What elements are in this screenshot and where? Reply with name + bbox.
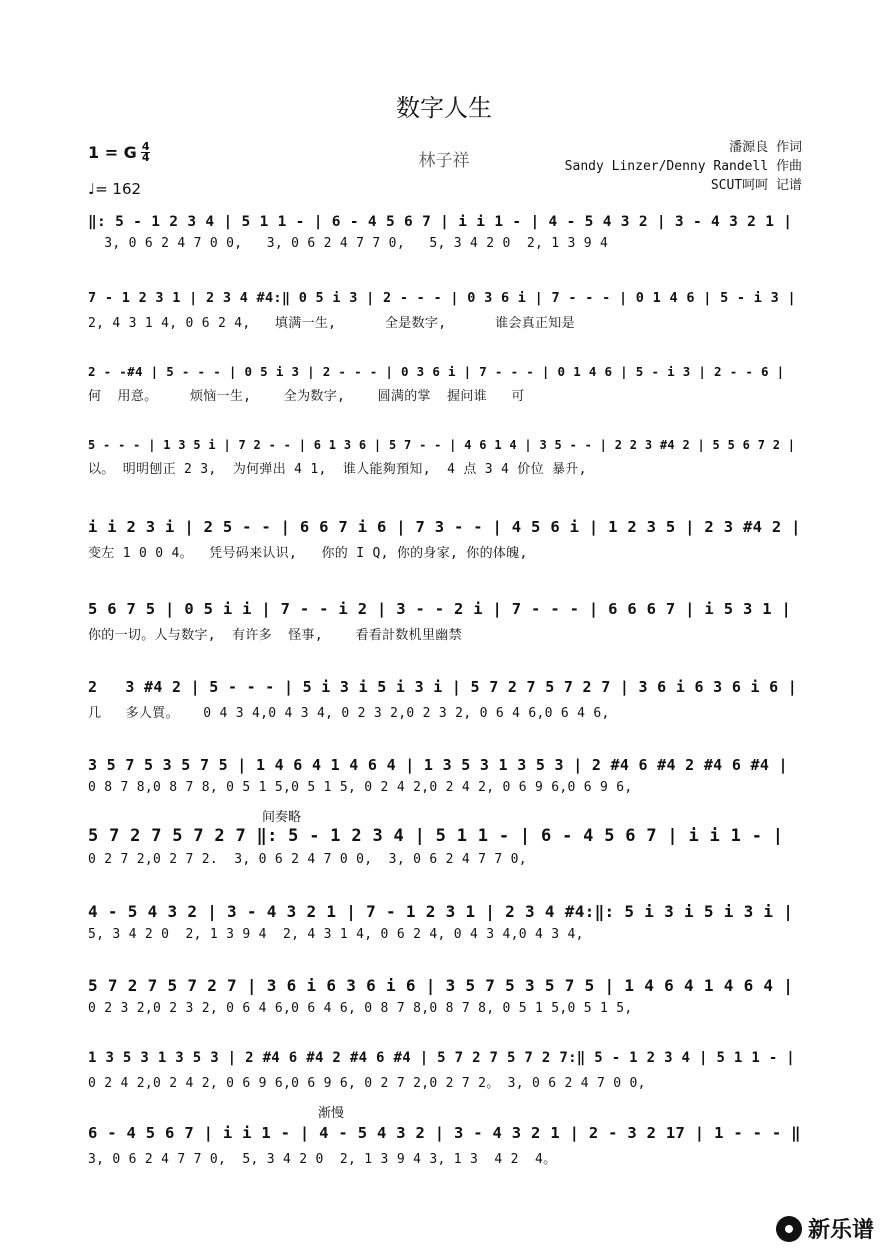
score-system	[88, 600, 808, 643]
lyric-line: 3, 0 6 2 4 7 0 0, 3, 0 6 2 4 7 7 0, 5, 3 4 2 0 2, 1 3 9 4	[88, 236, 609, 251]
lyric-line: 0 2 7 2,0 2 7 2. 3, 0 6 2 4 7 0 0, 3, 0 6 2 4 7 7 0,	[88, 852, 527, 867]
score-system	[88, 518, 808, 561]
time-signature-top: 4	[141, 140, 150, 153]
lyric-line: 变左 1 0 0 4。 凭号码来认识, 你的 I Q, 你的身家, 你的体魄,	[88, 546, 528, 561]
score-system	[88, 1050, 808, 1091]
notation-line: 7 - 1 2 3 1 | 2 3 4 #4:‖ 0 5 i 3 | 2 - - - | 0 3 6 i | 7 - - - | 0 1 4 6 | 5 - i 3 |	[88, 290, 796, 306]
key-label: 1 = G	[88, 143, 137, 162]
notation-line: 1 3 5 3 1 3 5 3 | 2 #4 6 #4 2 #4 6 #4 | 5 7 2 7 5 7 2 7:‖ 5 - 1 2 3 4 | 5 1 1 - |	[88, 1050, 796, 1066]
lyric-line: 以。 明明刨正 2 3, 为何弹出 4 1, 谁人能夠預知, 4 点 3 4 价位 暴升,	[88, 462, 587, 477]
notation-line: 2 3 #4 2 | 5 - - - | 5 i 3 i 5 i 3 i | 5 7 2 7 5 7 2 7 | 3 6 i 6 3 6 i 6 |	[88, 678, 798, 696]
notation-line: 2 - -#4 | 5 - - - | 0 5 i 3 | 2 - - - | 0 3 6 i | 7 - - - | 0 1 4 6 | 5 - i 3 | 2 - - 6 |	[88, 364, 785, 379]
song-title: 数字人生	[396, 94, 492, 122]
composer-credit: Sandy Linzer/Denny Randell 作曲	[564, 159, 802, 174]
lyricist-credit: 潘源良 作词	[729, 140, 802, 155]
notation-line: 3 5 7 5 3 5 7 5 | 1 4 6 4 1 4 6 4 | 1 3 5 3 1 3 5 3 | 2 #4 6 #4 2 #4 6 #4 |	[88, 756, 788, 774]
score-system	[88, 214, 808, 251]
notation-line: 4 - 5 4 3 2 | 3 - 4 3 2 1 | 7 - 1 2 3 1 | 2 3 4 #4:‖: 5 i 3 i 5 i 3 i |	[88, 902, 794, 921]
logo-text: 新乐谱	[807, 1218, 874, 1243]
notation-line: 5 7 2 7 5 7 2 7 ‖: 5 - 1 2 3 4 | 5 1 1 - | 6 - 4 5 6 7 | i i 1 - |	[88, 826, 784, 846]
lyric-line: 0 2 4 2,0 2 4 2, 0 6 9 6,0 6 9 6, 0 2 7 2,0 2 7 2。 3, 0 6 2 4 7 0 0,	[88, 1076, 646, 1091]
slowing-mark: 渐慢	[318, 1106, 345, 1121]
lyric-line: 0 2 3 2,0 2 3 2, 0 6 4 6,0 6 4 6, 0 8 7 8,0 8 7 8, 0 5 1 5,0 5 1 5,	[88, 1001, 633, 1016]
score-system	[88, 678, 808, 721]
time-signature-bottom: 4	[141, 151, 150, 164]
score-system	[88, 902, 808, 942]
notation-line: i i 2 3 i | 2 5 - - | 6 6 7 i 6 | 7 3 - - | 4 5 6 i | 1 2 3 5 | 2 3 #4 2 |	[88, 518, 801, 536]
score-system	[88, 756, 808, 795]
notation-line: 5 7 2 7 5 7 2 7 | 3 6 i 6 3 6 i 6 | 3 5 7 5 3 5 7 5 | 1 4 6 4 1 4 6 4 |	[88, 976, 794, 995]
transcriber-credit: SCUT呵呵 记谱	[710, 178, 802, 193]
record-disc-icon	[776, 1216, 802, 1242]
lyric-line: 3, 0 6 2 4 7 7 0, 5, 3 4 2 0 2, 1 3 9 4 3, 1 3 4 2 4。	[88, 1152, 557, 1167]
notation-line: 6 - 4 5 6 7 | i i 1 - | 4 - 5 4 3 2 | 3 - 4 3 2 1 | 2 - 3 2 17 | 1 - - - ‖	[88, 1124, 801, 1142]
score-system	[88, 290, 808, 331]
lyric-line: 5, 3 4 2 0 2, 1 3 9 4 2, 4 3 1 4, 0 6 2 4, 0 4 3 4,0 4 3 4,	[88, 927, 584, 942]
score-system	[88, 438, 808, 477]
score-system	[88, 1124, 808, 1167]
singer: 林子祥	[418, 151, 470, 171]
score-system	[88, 826, 808, 867]
score-system	[88, 976, 808, 1016]
notation-line: 5 6 7 5 | 0 5 i i | 7 - - i 2 | 3 - - 2 i | 7 - - - | 6 6 6 7 | i 5 3 1 |	[88, 600, 792, 618]
lyric-line: 你的一切。人与数字, 有许多 怪事, 看看計数机里幽禁	[88, 628, 462, 643]
lyric-line: 何 用意。 烦恼一生, 全为数字, 圆满的掌 握问谁 可	[88, 389, 525, 404]
score-system	[88, 364, 808, 404]
notation-line: 5 - - - | 1 3 5 i | 7 2 - - | 6 1 3 6 | 5 7 - - | 4 6 1 4 | 3 5 - - | 2 2 3 #4 2 | 5 5 6 7 2 |	[88, 438, 796, 452]
lyric-line: 几 多人質。 0 4 3 4,0 4 3 4, 0 2 3 2,0 2 3 2, 0 6 4 6,0 6 4 6,	[88, 706, 610, 721]
lyric-line: 0 8 7 8,0 8 7 8, 0 5 1 5,0 5 1 5, 0 2 4 2,0 2 4 2, 0 6 9 6,0 6 9 6,	[88, 780, 633, 795]
credits	[565, 138, 802, 195]
interlude-mark: 间奏略	[262, 810, 302, 825]
notation-line: ‖: 5 - 1 2 3 4 | 5 1 1 - | 6 - 4 5 6 7 | i i 1 - | 4 - 5 4 3 2 | 3 - 4 3 2 1 |	[88, 214, 793, 230]
tempo-marking: ♩= 162	[88, 180, 142, 198]
lyric-line: 2, 4 3 1 4, 0 6 2 4, 填满一生, 全是数字, 谁会真正知是	[88, 316, 575, 331]
site-logo	[776, 1213, 874, 1244]
